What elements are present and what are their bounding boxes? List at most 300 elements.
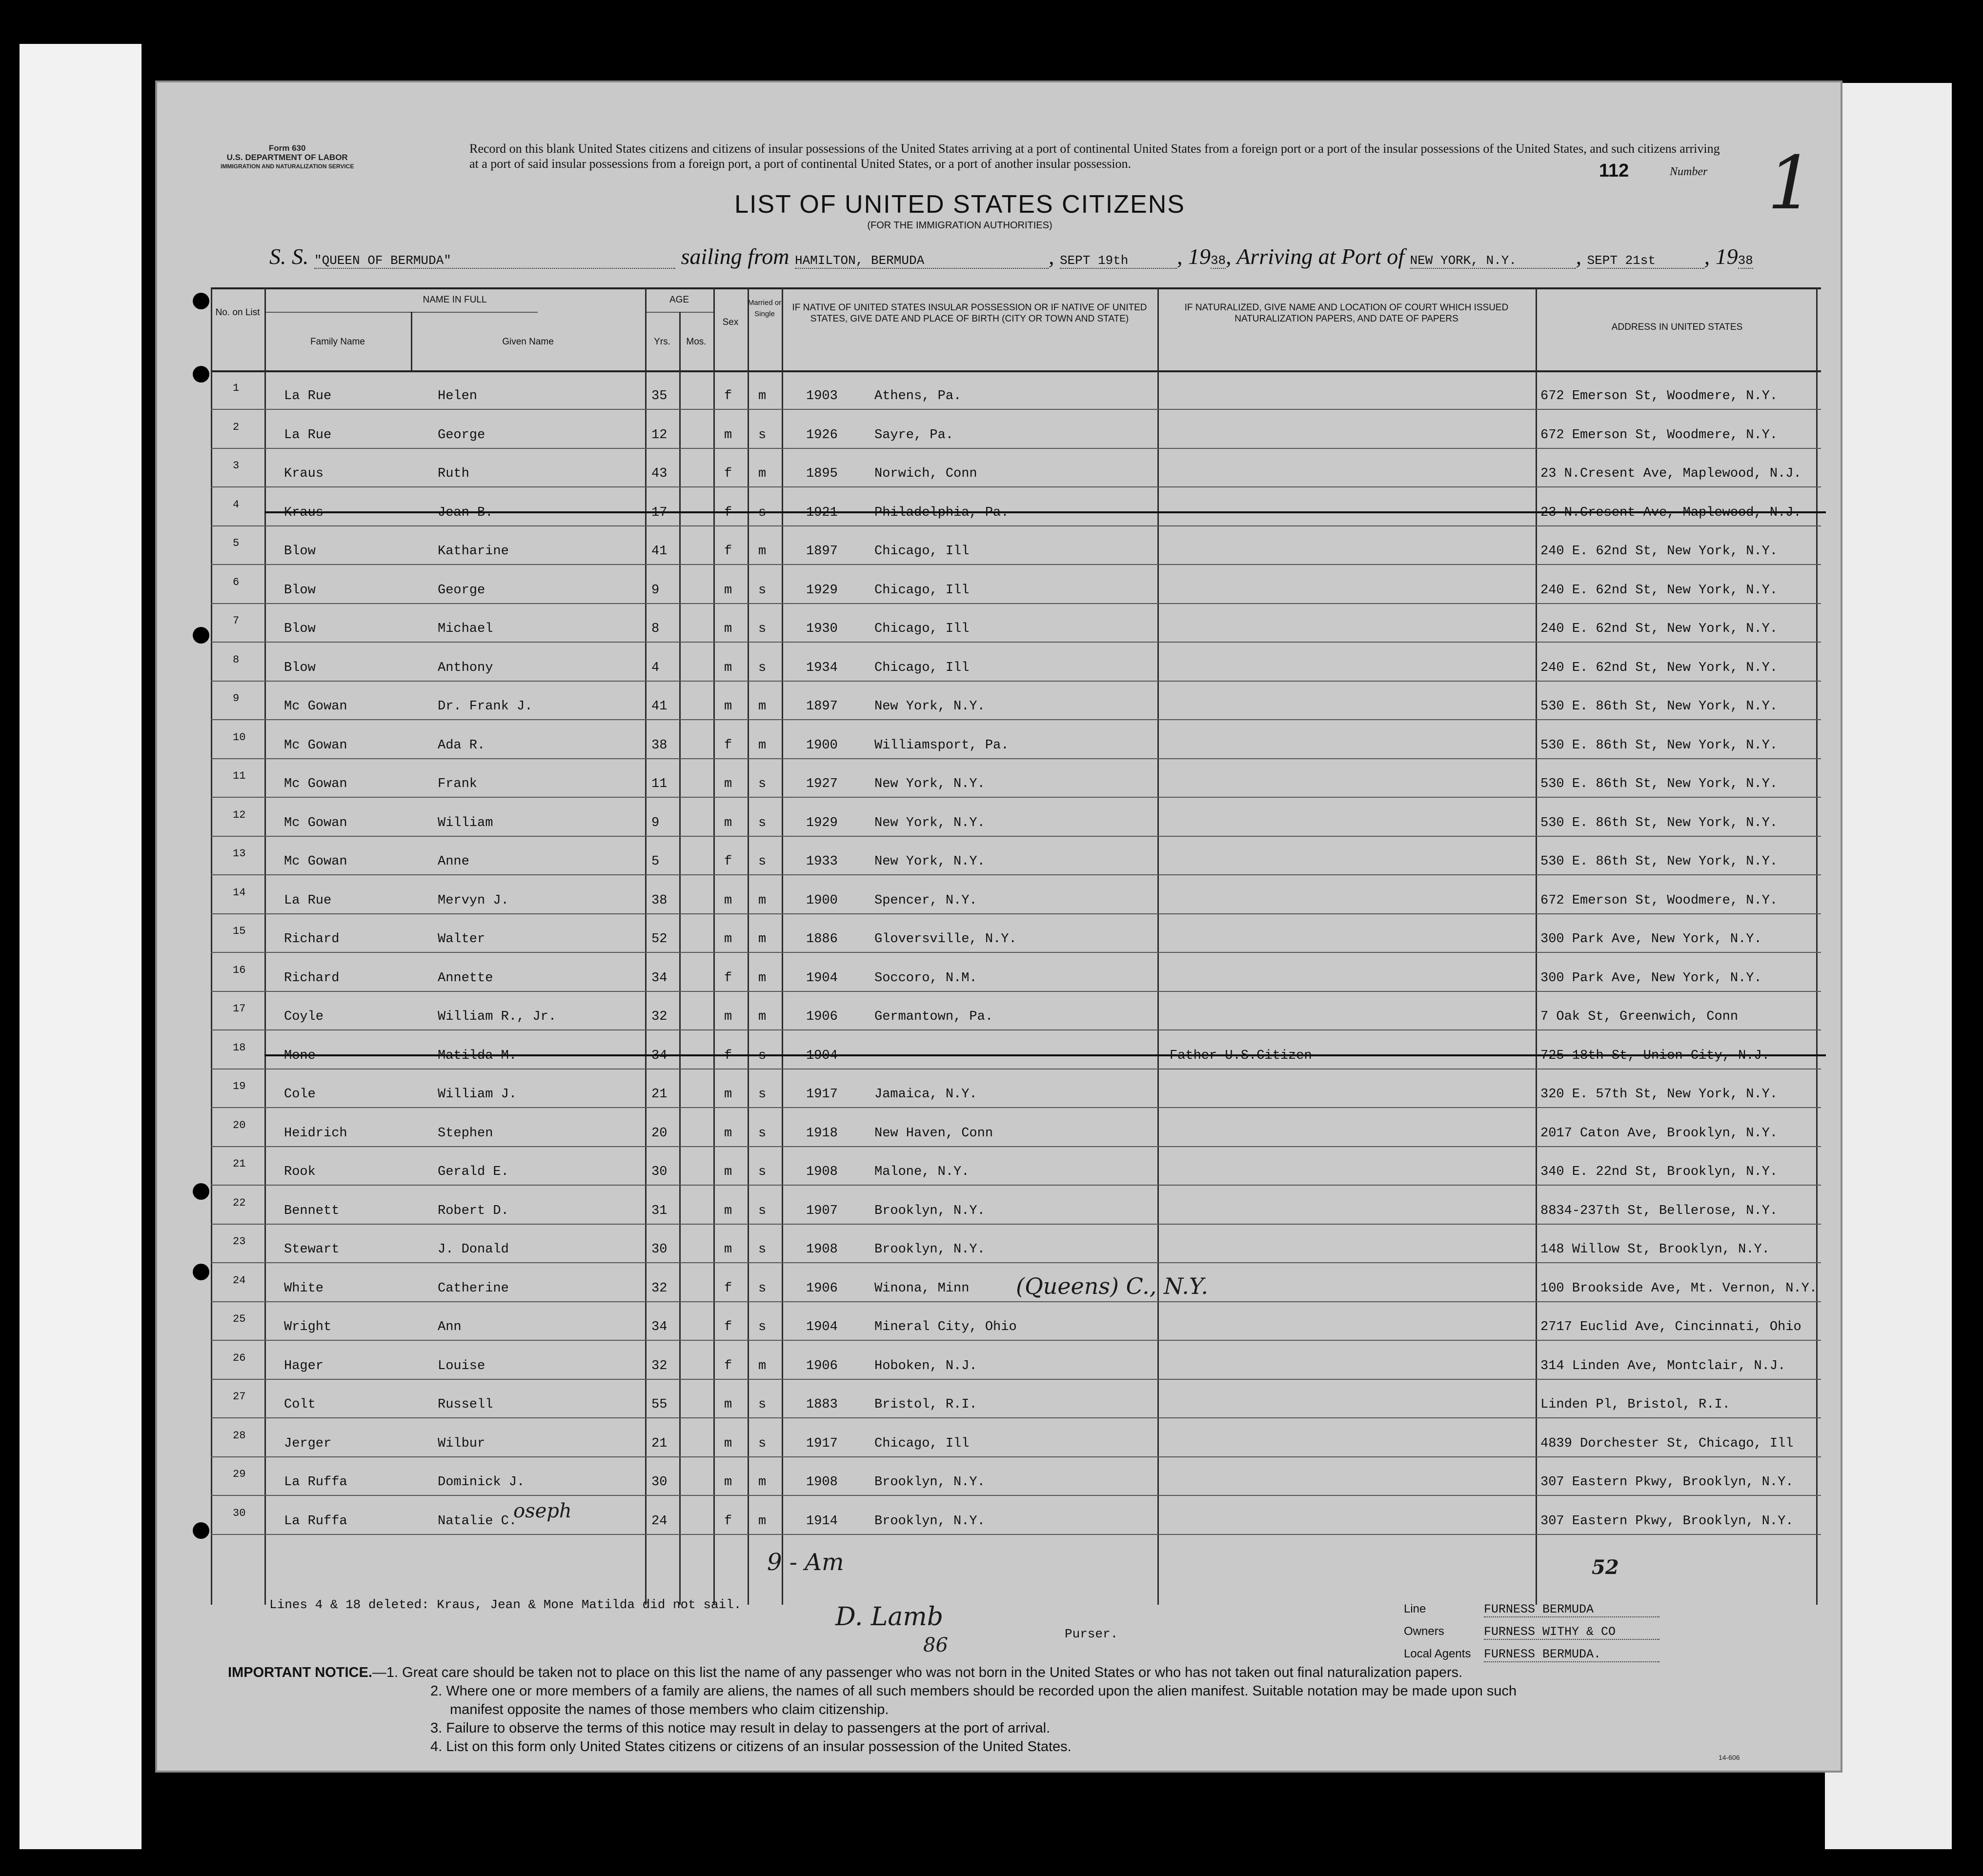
arrival-year: 38: [1738, 253, 1753, 268]
underlying-sheet-left: [20, 44, 142, 1849]
sailing-label: sailing from: [681, 244, 789, 269]
row-number: 2: [233, 421, 240, 433]
table-row: [211, 1224, 1821, 1263]
address: 530 E. 86th St, New York, N.Y.: [1540, 777, 1778, 791]
given-name: Stephen: [438, 1126, 493, 1141]
line-label: Line: [1404, 1602, 1426, 1615]
birth-place: Brooklyn, N.Y.: [874, 1475, 985, 1490]
sex: m: [724, 1475, 732, 1490]
given-name: Michael: [438, 622, 493, 636]
age-years: 41: [651, 544, 668, 559]
age-years: 43: [651, 466, 668, 481]
notice-1: —1. Great care should be taken not to place on this list the name of any passenger who was not born in the United States or who has not taken out final naturalization papers.: [372, 1665, 1463, 1680]
age-years: 9: [651, 815, 660, 830]
address: 672 Emerson St, Woodmere, N.Y.: [1540, 893, 1778, 908]
marital-status: s: [758, 854, 767, 869]
given-name: Ada R.: [438, 738, 486, 753]
birth-year: 1900: [806, 893, 838, 908]
marital-status: m: [758, 1009, 767, 1024]
family-name: Mc Gowan: [284, 738, 347, 753]
family-name: La Rue: [284, 893, 332, 908]
row-number: 20: [233, 1119, 246, 1131]
binder-hole: [193, 293, 209, 309]
family-name: Mc Gowan: [284, 815, 347, 830]
table-row: [211, 681, 1821, 720]
family-name: Richard: [284, 970, 340, 986]
birth-year: 1917: [806, 1087, 838, 1102]
sex: m: [724, 583, 732, 598]
address: 2017 Caton Ave, Brooklyn, N.Y.: [1540, 1126, 1778, 1141]
address: 530 E. 86th St, New York, N.Y.: [1540, 699, 1778, 714]
birth-year: 1883: [806, 1397, 838, 1412]
marital-status: m: [758, 1358, 767, 1373]
age-years: 41: [651, 699, 668, 714]
age-years: 32: [651, 1281, 668, 1296]
marital-status: m: [758, 932, 767, 947]
owners-label: Owners: [1404, 1625, 1444, 1638]
total-count: 52: [1592, 1556, 1619, 1579]
family-name: Blow: [284, 583, 316, 598]
table-row: [211, 1146, 1821, 1185]
deletion-note: Lines 4 & 18 deleted: Kraus, Jean & Mone Matilda did not sail.: [269, 1597, 742, 1612]
given-name: William: [438, 815, 493, 830]
birth-place: Chicago, Ill: [874, 660, 970, 675]
marital-status: m: [758, 1475, 767, 1490]
departure-year: 38: [1210, 253, 1226, 268]
given-name: Catherine: [438, 1281, 509, 1296]
given-name: George: [438, 427, 486, 443]
birth-place: Norwich, Conn: [874, 466, 977, 481]
birth-place: Gloversville, N.Y.: [874, 932, 1017, 947]
birth-place: Malone, N.Y.: [874, 1165, 970, 1179]
marital-status: m: [758, 738, 767, 753]
marital-status: m: [758, 699, 767, 714]
age-years: 12: [651, 427, 668, 443]
table-row: [211, 952, 1821, 991]
age-years: 21: [651, 1436, 668, 1451]
sex: m: [724, 932, 732, 947]
row19-handwritten-annotation: (Queens) C., N.Y.: [1016, 1273, 1208, 1299]
birth-year: 1897: [806, 699, 838, 714]
row-number: 22: [233, 1196, 246, 1209]
purser-code: 86: [923, 1634, 948, 1656]
birth-place: Sayre, Pa.: [874, 427, 954, 443]
family-name: Kraus: [284, 466, 324, 481]
page-title: LIST OF UNITED STATES CITIZENS: [734, 190, 1185, 219]
table-row: [211, 875, 1821, 914]
family-name: La Rue: [284, 389, 332, 403]
sex: m: [724, 1436, 732, 1451]
age-years: 32: [651, 1009, 668, 1024]
age-years: 8: [651, 622, 660, 636]
family-name: Colt: [284, 1397, 316, 1412]
table-row: [211, 913, 1821, 952]
notice-3: 3. Failure to observe the terms of this notice may result in delay to passengers at the port of arrival.: [430, 1720, 1051, 1736]
sex: f: [724, 466, 732, 481]
notice-2b: manifest opposite the names of those members who claim citizenship.: [450, 1702, 889, 1717]
header-sex: Sex: [722, 317, 739, 327]
table-row: [211, 797, 1821, 836]
sex: m: [724, 622, 732, 636]
birth-year: 1908: [806, 1242, 838, 1257]
family-name: Mc Gowan: [284, 854, 347, 869]
table-row: [211, 525, 1821, 565]
deleted-line-strike: [264, 511, 1826, 513]
family-name: White: [284, 1281, 324, 1296]
given-name: Wilbur: [438, 1436, 486, 1451]
arriving-label: Arriving at Port of: [1236, 244, 1405, 269]
birth-year: 1929: [806, 815, 838, 830]
age-years: 55: [651, 1397, 668, 1412]
address: 4839 Dorchester St, Chicago, Ill: [1540, 1436, 1794, 1451]
underlying-sheet-right: [1825, 83, 1952, 1849]
family-name: Coyle: [284, 1009, 324, 1024]
birth-year: 1927: [806, 777, 838, 791]
binder-hole: [193, 366, 209, 383]
sex: m: [724, 815, 732, 830]
table-row: [211, 836, 1821, 875]
row23-handwritten-annotation: oseph: [513, 1500, 572, 1522]
manifest-page: [155, 81, 1842, 1773]
department-name: U.S. DEPARTMENT OF LABOR: [226, 153, 348, 162]
sex: m: [724, 1165, 732, 1179]
marital-status: m: [758, 893, 767, 908]
birth-place: Winona, Minn: [874, 1281, 970, 1296]
row-number: 27: [233, 1391, 246, 1403]
row-number: 7: [233, 615, 240, 627]
given-name: Helen: [438, 389, 478, 403]
birth-year: 1895: [806, 466, 838, 481]
voyage-line: S. S. "QUEEN OF BERMUDA" sailing from HAMILTON, BERMUDA , SEPT 19th , 1938, Arriving at Port of NEW YORK, N.Y. , SEPT 21st , 1938: [269, 244, 1753, 269]
age-years: 21: [651, 1087, 668, 1102]
sex: m: [724, 893, 732, 908]
birth-year: 1933: [806, 854, 838, 869]
age-years: 52: [651, 932, 668, 947]
row-number: 30: [233, 1507, 246, 1519]
purser-label: Purser.: [1065, 1627, 1118, 1641]
marital-status: s: [758, 1397, 767, 1412]
table-row: [211, 448, 1821, 487]
row-number: 29: [233, 1468, 246, 1480]
birth-place: Athens, Pa.: [874, 389, 962, 403]
marital-status: s: [758, 1126, 767, 1141]
header-address: ADDRESS IN UNITED STATES: [1611, 322, 1743, 332]
table-row: [211, 370, 1821, 409]
name-subheader-rule: [264, 312, 538, 313]
birth-place: Mineral City, Ohio: [874, 1320, 1017, 1334]
notice-heading: IMPORTANT NOTICE.: [228, 1665, 372, 1680]
header-married-single: Married or Single: [748, 299, 782, 318]
family-name: La Ruffa: [284, 1475, 347, 1490]
notice-line-1: [228, 1663, 1814, 1682]
birth-place: Jamaica, N.Y.: [874, 1087, 977, 1102]
birth-year: 1897: [806, 544, 838, 559]
age-years: 30: [651, 1165, 668, 1179]
age-years: 9: [651, 583, 660, 598]
birth-year: 1908: [806, 1475, 838, 1490]
family-name: Mc Gowan: [284, 699, 347, 714]
marital-status: m: [758, 970, 767, 986]
page-number: 112: [1599, 161, 1629, 181]
birth-place: New York, N.Y.: [874, 699, 985, 714]
address: Linden Pl, Bristol, R.I.: [1540, 1397, 1730, 1412]
table-row: [211, 603, 1821, 642]
birth-place: Hoboken, N.J.: [874, 1358, 977, 1373]
age-years: 38: [651, 893, 668, 908]
address: 530 E. 86th St, New York, N.Y.: [1540, 738, 1778, 753]
sex: f: [724, 1320, 732, 1334]
header-family-name: Family Name: [310, 337, 365, 347]
row-number: 19: [233, 1080, 246, 1092]
family-name: La Ruffa: [284, 1513, 347, 1529]
given-name: Dr. Frank J.: [438, 699, 533, 714]
given-name: Katharine: [438, 544, 509, 559]
given-name: Gerald E.: [438, 1165, 509, 1179]
header-no: No. on List: [215, 307, 260, 318]
given-name: Anne: [438, 854, 469, 869]
address: 672 Emerson St, Woodmere, N.Y.: [1540, 427, 1778, 443]
birth-year: 1900: [806, 738, 838, 753]
given-name: Ann: [438, 1320, 462, 1334]
given-name: William R., Jr.: [438, 1009, 557, 1024]
row-number: 21: [233, 1158, 246, 1170]
table-row: [211, 1418, 1821, 1457]
birth-year: 1934: [806, 660, 838, 675]
table-row: [211, 1495, 1821, 1534]
address: 23 N.Cresent Ave, Maplewood, N.J.: [1540, 466, 1801, 481]
row-number: 28: [233, 1429, 246, 1442]
age-years: 34: [651, 970, 668, 986]
sex: m: [724, 660, 732, 675]
sex: f: [724, 1281, 732, 1296]
marital-status: m: [758, 466, 767, 481]
given-name: Mervyn J.: [438, 893, 509, 908]
table-row: [211, 1185, 1821, 1224]
birth-year: 1926: [806, 427, 838, 443]
birth-place: Germantown, Pa.: [874, 1009, 993, 1024]
sex: f: [724, 738, 732, 753]
marital-status: s: [758, 622, 767, 636]
given-name: Walter: [438, 932, 486, 947]
binder-hole: [193, 627, 209, 644]
address: 7 Oak St, Greenwich, Conn: [1540, 1009, 1739, 1024]
age-years: 34: [651, 1320, 668, 1334]
row-number: 23: [233, 1235, 246, 1248]
family-name: Heidrich: [284, 1126, 347, 1141]
page-subtitle: (FOR THE IMMIGRATION AUTHORITIES): [867, 220, 1052, 231]
sex: f: [724, 544, 732, 559]
family-name: Jerger: [284, 1436, 332, 1451]
age-years: 4: [651, 660, 660, 675]
table-row: [211, 487, 1821, 526]
age-years: 5: [651, 854, 660, 869]
binder-hole: [193, 1264, 209, 1280]
birth-place: New York, N.Y.: [874, 777, 985, 791]
sex: m: [724, 1009, 732, 1024]
family-name: Wright: [284, 1320, 332, 1334]
row-number: 13: [233, 847, 246, 860]
row-rule: [211, 1534, 1821, 1535]
birth-year: 1929: [806, 583, 838, 598]
ss-label: S. S.: [269, 244, 309, 269]
row-number: 6: [233, 576, 240, 588]
given-name: Ruth: [438, 466, 469, 481]
birth-place: Brooklyn, N.Y.: [874, 1203, 985, 1218]
notice-4: 4. List on this form only United States citizens or citizens of an insular possession of the United States.: [430, 1739, 1072, 1755]
departure-port: HAMILTON, BERMUDA: [795, 253, 1049, 269]
table-top-rule: [211, 287, 1821, 289]
sex: f: [724, 389, 732, 403]
row-number: 10: [233, 731, 246, 744]
bottom-handwritten-annotation: 9 - Am: [767, 1549, 844, 1576]
row-number: 4: [233, 498, 240, 511]
given-name: Anthony: [438, 660, 493, 675]
service-name: IMMIGRATION AND NATURALIZATION SERVICE: [221, 163, 354, 170]
sex: m: [724, 699, 732, 714]
given-name: Natalie C.: [438, 1513, 517, 1529]
marital-status: m: [758, 389, 767, 403]
table-row: [211, 1301, 1821, 1340]
shipping-line-block: [1404, 1602, 1659, 1670]
birth-place: Chicago, Ill: [874, 622, 970, 636]
age-years: 11: [651, 777, 668, 791]
marital-status: s: [758, 660, 767, 675]
sex: m: [724, 1087, 732, 1102]
owners-value: FURNESS WITHY & CO: [1484, 1625, 1659, 1640]
age-years: 30: [651, 1242, 668, 1257]
table-row: [211, 642, 1821, 681]
table-row: [211, 1069, 1821, 1108]
sex: m: [724, 1126, 732, 1141]
row-number: 17: [233, 1003, 246, 1015]
purser-signature: D. Lamb: [835, 1602, 944, 1632]
family-name: La Rue: [284, 427, 332, 443]
given-name: George: [438, 583, 486, 598]
table-row: [211, 1030, 1821, 1069]
arrival-date: SEPT 21st: [1587, 253, 1704, 269]
address: 240 E. 62nd St, New York, N.Y.: [1540, 622, 1778, 636]
agents-value: FURNESS BERMUDA.: [1484, 1647, 1659, 1662]
birth-place: Chicago, Ill: [874, 583, 970, 598]
birth-place: New York, N.Y.: [874, 815, 985, 830]
departure-date: SEPT 19th: [1060, 253, 1177, 269]
address: 240 E. 62nd St, New York, N.Y.: [1540, 583, 1778, 598]
marital-status: s: [758, 1165, 767, 1179]
row-number: 12: [233, 808, 246, 821]
birth-year: 1906: [806, 1358, 838, 1373]
row-number: 14: [233, 886, 246, 899]
header-naturalized: IF NATURALIZED, GIVE NAME AND LOCATION OF COURT WHICH ISSUED NATURALIZATION PAPERS, AND DATE OF PAPERS: [1184, 303, 1509, 324]
sex: f: [724, 970, 732, 986]
birth-year: 1907: [806, 1203, 838, 1218]
line-value: FURNESS BERMUDA: [1484, 1602, 1659, 1617]
family-name: Cole: [284, 1087, 316, 1102]
age-years: 32: [651, 1358, 668, 1373]
age-years: 31: [651, 1203, 668, 1218]
row-number: 15: [233, 925, 246, 937]
row-number: 16: [233, 964, 246, 976]
address: 530 E. 86th St, New York, N.Y.: [1540, 815, 1778, 830]
birth-year: 1906: [806, 1281, 838, 1296]
birth-year: 1904: [806, 1320, 838, 1334]
birth-place: New York, N.Y.: [874, 854, 985, 869]
row-number: 11: [233, 770, 246, 782]
birth-place: New Haven, Conn: [874, 1126, 993, 1141]
address: 320 E. 57th St, New York, N.Y.: [1540, 1087, 1778, 1102]
table-row: [211, 1456, 1821, 1495]
marital-status: s: [758, 1087, 767, 1102]
family-name: Blow: [284, 622, 316, 636]
birth-place: Brooklyn, N.Y.: [874, 1242, 985, 1257]
address: 100 Brookside Ave, Mt. Vernon, N.Y.: [1540, 1281, 1818, 1296]
table-row: [211, 1379, 1821, 1418]
address: 148 Willow St, Brooklyn, N.Y.: [1540, 1242, 1770, 1257]
departure-year-prefix: 19: [1188, 244, 1211, 269]
header-years: Yrs.: [654, 337, 670, 347]
address: 300 Park Ave, New York, N.Y.: [1540, 970, 1762, 986]
passenger-table: [211, 287, 1821, 1605]
header-birth: IF NATIVE OF UNITED STATES INSULAR POSSESSION OR IF NATIVE OF UNITED STATES, GIVE DATE AND PLACE OF BIRTH (CITY OR TOWN AND STATE): [792, 303, 1147, 324]
deleted-line-strike: [264, 1054, 1826, 1056]
marital-status: s: [758, 1320, 767, 1334]
marital-status: s: [758, 1436, 767, 1451]
sex: m: [724, 777, 732, 791]
age-years: 30: [651, 1475, 668, 1490]
family-name: Stewart: [284, 1242, 340, 1257]
marital-status: s: [758, 427, 767, 443]
table-row: [211, 1340, 1821, 1379]
given-name: William J.: [438, 1087, 517, 1102]
given-name: J. Donald: [438, 1242, 509, 1257]
birth-year: 1914: [806, 1513, 838, 1529]
given-name: Dominick J.: [438, 1475, 525, 1490]
sex: m: [724, 1397, 732, 1412]
line-row: [1404, 1602, 1659, 1625]
family-name: Mc Gowan: [284, 777, 347, 791]
birth-year: 1906: [806, 1009, 838, 1024]
arrival-year-prefix: 19: [1715, 244, 1738, 269]
table-row: [211, 565, 1821, 604]
address: 300 Park Ave, New York, N.Y.: [1540, 932, 1762, 947]
birth-place: Chicago, Ill: [874, 1436, 970, 1451]
form-identifier: [221, 143, 354, 171]
marital-status: s: [758, 777, 767, 791]
marital-status: m: [758, 1513, 767, 1529]
birth-place: Bristol, R.I.: [874, 1397, 977, 1412]
birth-year: 1917: [806, 1436, 838, 1451]
notice-2a: 2. Where one or more members of a family are aliens, the names of all such members should be recorded upon the alien manifest. Suitable notation may be made upon such: [430, 1683, 1517, 1699]
family-name: Richard: [284, 932, 340, 947]
row-number: 1: [233, 382, 240, 394]
marital-status: s: [758, 583, 767, 598]
marital-status: s: [758, 1203, 767, 1218]
birth-place: Brooklyn, N.Y.: [874, 1513, 985, 1529]
print-code: 14-606: [1719, 1754, 1740, 1761]
address: 8834-237th St, Bellerose, N.Y.: [1540, 1203, 1778, 1218]
birth-year: 1904: [806, 970, 838, 986]
given-name: Annette: [438, 970, 493, 986]
birth-year: 1903: [806, 389, 838, 403]
birth-place: Soccoro, N.M.: [874, 970, 977, 986]
list-number-handwritten: 1: [1767, 141, 1814, 226]
address: 240 E. 62nd St, New York, N.Y.: [1540, 660, 1778, 675]
age-years: 38: [651, 738, 668, 753]
address: 240 E. 62nd St, New York, N.Y.: [1540, 544, 1778, 559]
sex: f: [724, 854, 732, 869]
important-notice: [228, 1663, 1814, 1756]
table-row: [211, 1108, 1821, 1147]
row-number: 26: [233, 1352, 246, 1364]
